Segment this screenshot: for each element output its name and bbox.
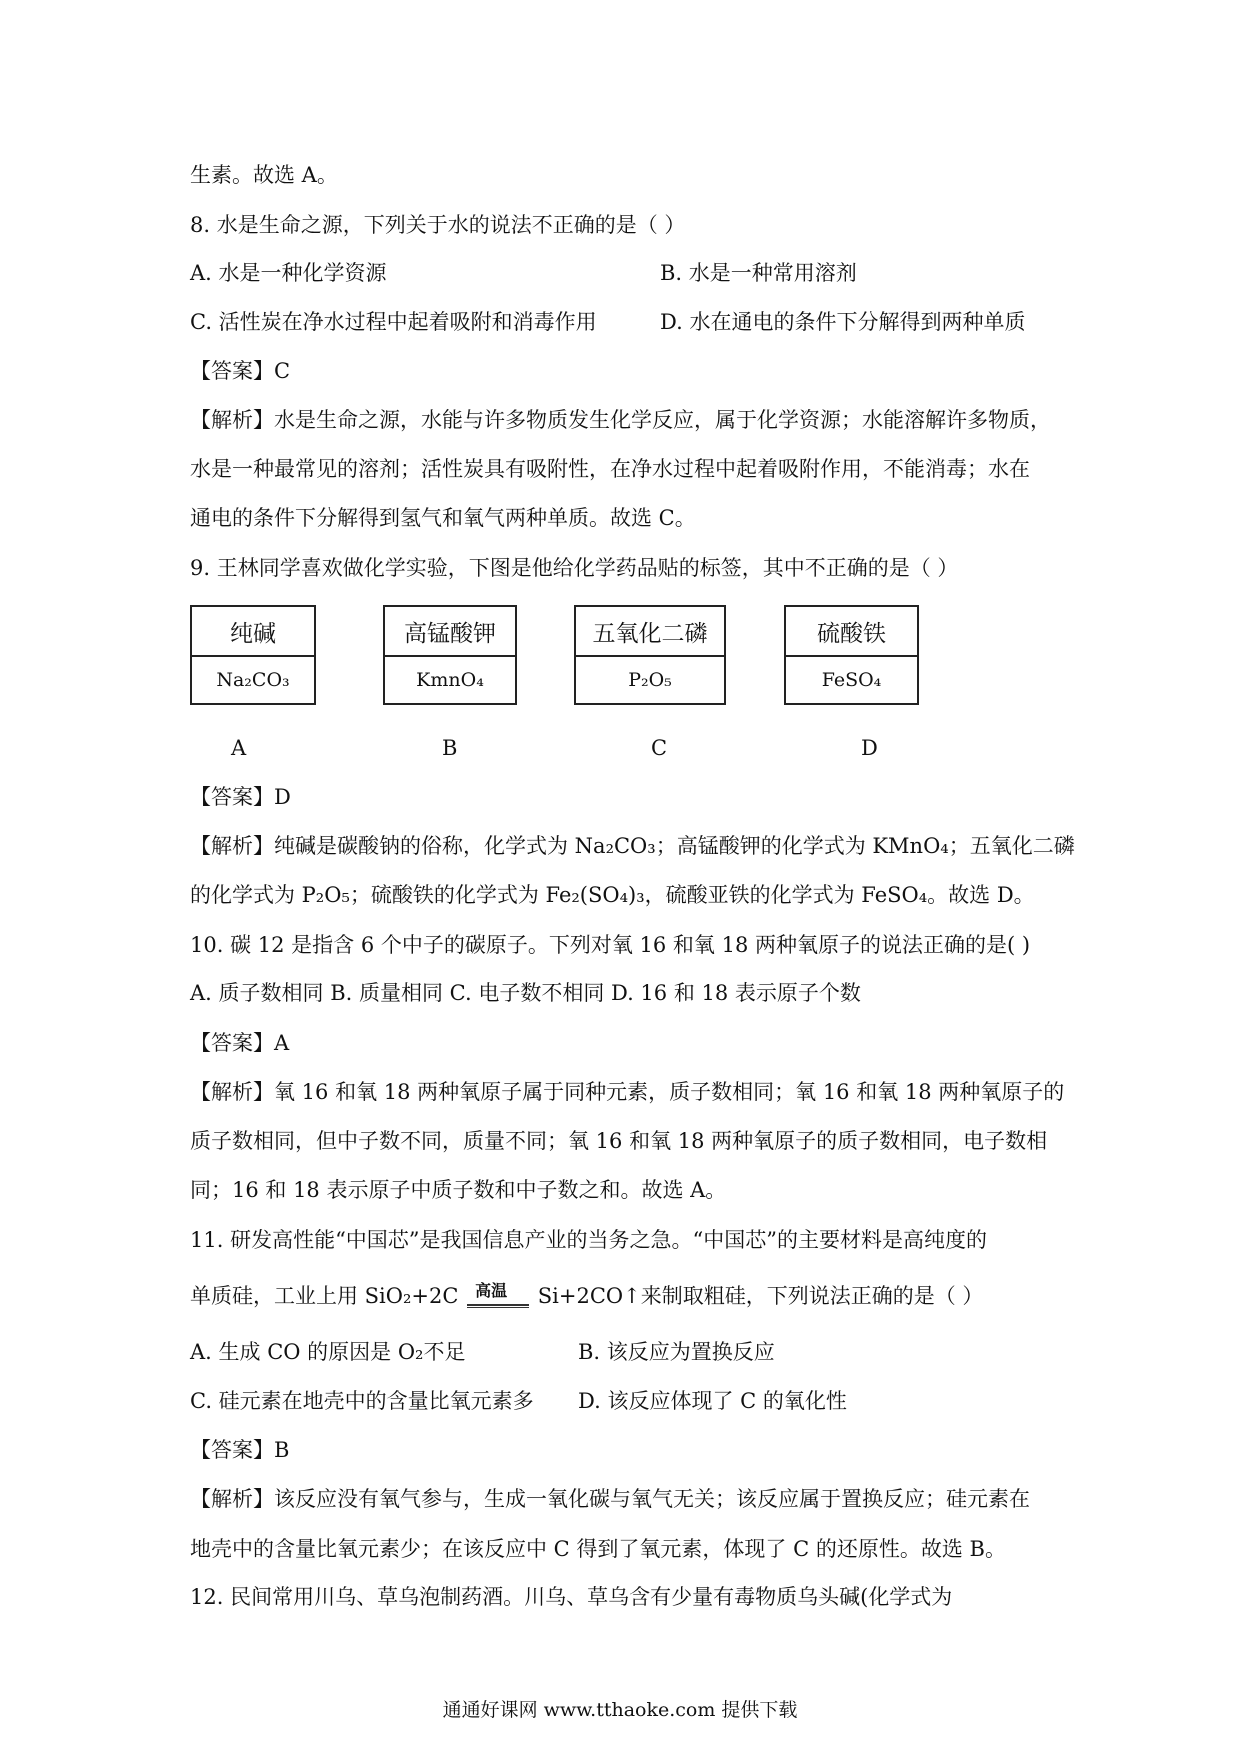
label-formula: Na₂CO₃ [216, 669, 290, 691]
label-formula: P₂O₅ [628, 669, 672, 691]
explanation-8-line-1: 【解析】水是生命之源，水能与许多物质发生化学反应，属于化学资源；水能溶解许多物质， [190, 408, 1051, 432]
label-name: 硫酸铁 [786, 607, 917, 657]
explanation-10-line-1: 【解析】氧 16 和氧 18 两种氧原子属于同种元素，质子数相同；氧 16 和氧 18 两种氧原子的 [190, 1080, 1065, 1104]
answer-11: 【答案】B [190, 1438, 290, 1462]
q8-option-b: B. 水是一种常用溶剂 [660, 261, 857, 285]
question-11-line-1: 11. 研发高性能“中国芯”是我国信息产业的当务之急。“中国芯”的主要材料是高纯度的 [190, 1228, 988, 1252]
q11-text-before: 单质硅，工业上用 SiO₂+2C [190, 1284, 466, 1308]
label-name: 纯碱 [192, 607, 314, 657]
label-box-b [383, 605, 517, 705]
answer-10: 【答案】A [190, 1031, 290, 1055]
question-10: 10. 碳 12 是指含 6 个中子的碳原子。下列对氧 16 和氧 18 两种氧原子的说法正确的是( ) [190, 933, 1031, 957]
label-box-d [784, 605, 919, 705]
question-12-line-1: 12. 民间常用川乌、草乌泡制药酒。川乌、草乌含有少量有毒物质乌头碱(化学式为 [190, 1585, 953, 1609]
q8-option-d: D. 水在通电的条件下分解得到两种单质 [660, 310, 1026, 334]
question-9: 9. 王林同学喜欢做化学实验，下图是他给化学药品贴的标签，其中不正确的是（ ） [190, 556, 959, 580]
reaction-condition-high-temp [467, 1280, 529, 1308]
reaction-condition-text: 高温 [475, 1280, 508, 1300]
page-footer: 通通好课网 www.tthaoke.com 提供下载 [442, 1699, 798, 1721]
label-box-a [190, 605, 316, 705]
q11-option-c: C. 硅元素在地壳中的含量比氧元素多 [190, 1389, 534, 1413]
q8-option-c: C. 活性炭在净水过程中起着吸附和消毒作用 [190, 310, 597, 334]
label-name: 五氧化二磷 [576, 607, 724, 657]
explanation-8-line-3: 通电的条件下分解得到氢气和氧气两种单质。故选 C。 [190, 506, 696, 530]
explanation-10-line-2: 质子数相同，但中子数不同，质量不同；氧 16 和氧 18 两种氧原子的质子数相同，电子数相 [190, 1129, 1048, 1153]
q11-option-b: B. 该反应为置换反应 [578, 1340, 775, 1364]
explanation-9-line-2: 的化学式为 P₂O₅；硫酸铁的化学式为 Fe₂(SO₄)₃，硫酸亚铁的化学式为 FeSO₄。故选 D。 [190, 883, 1035, 907]
label-formula: FeSO₄ [821, 669, 882, 691]
text-line: 生素。故选 A。 [190, 163, 338, 187]
label-formula: KmnO₄ [416, 669, 484, 691]
q10-options: A. 质子数相同 B. 质量相同 C. 电子数不相同 D. 16 和 18 表示原子个数 [190, 981, 861, 1005]
explanation-11-line-1: 【解析】该反应没有氧气参与，生成一氧化碳与氧气无关；该反应属于置换反应；硅元素在 [190, 1487, 1030, 1511]
q8-option-a: A. 水是一种化学资源 [190, 261, 387, 285]
option-letter-b: B [442, 736, 458, 760]
explanation-10-line-3: 同；16 和 18 表示原子中质子数和中子数之和。故选 A。 [190, 1178, 727, 1202]
option-letter-d: D [861, 736, 878, 760]
question-11-line-2 [190, 1281, 983, 1311]
q11-option-d: D. 该反应体现了 C 的氧化性 [578, 1389, 847, 1413]
option-letter-a: A [231, 736, 247, 760]
explanation-8-line-2: 水是一种最常见的溶剂；活性炭具有吸附性，在净水过程中起着吸附作用，不能消毒；水在 [190, 457, 1030, 481]
label-name: 高锰酸钾 [385, 607, 515, 657]
option-letter-c: C [651, 736, 668, 760]
question-8: 8. 水是生命之源，下列关于水的说法不正确的是（ ） [190, 213, 686, 237]
answer-8: 【答案】C [190, 359, 291, 383]
q11-option-a: A. 生成 CO 的原因是 O₂不足 [190, 1340, 466, 1364]
q11-text-after: Si+2CO↑来制取粗硅，下列说法正确的是（ ） [531, 1284, 984, 1308]
explanation-11-line-2: 地壳中的含量比氧元素少；在该反应中 C 得到了氧元素，体现了 C 的还原性。故选 B。 [190, 1537, 1006, 1561]
explanation-9-line-1: 【解析】纯碱是碳酸钠的俗称，化学式为 Na₂CO₃；高锰酸钾的化学式为 KMnO₄；五氧化二磷 [190, 834, 1075, 858]
label-box-c [574, 605, 726, 705]
answer-9: 【答案】D [190, 785, 291, 809]
